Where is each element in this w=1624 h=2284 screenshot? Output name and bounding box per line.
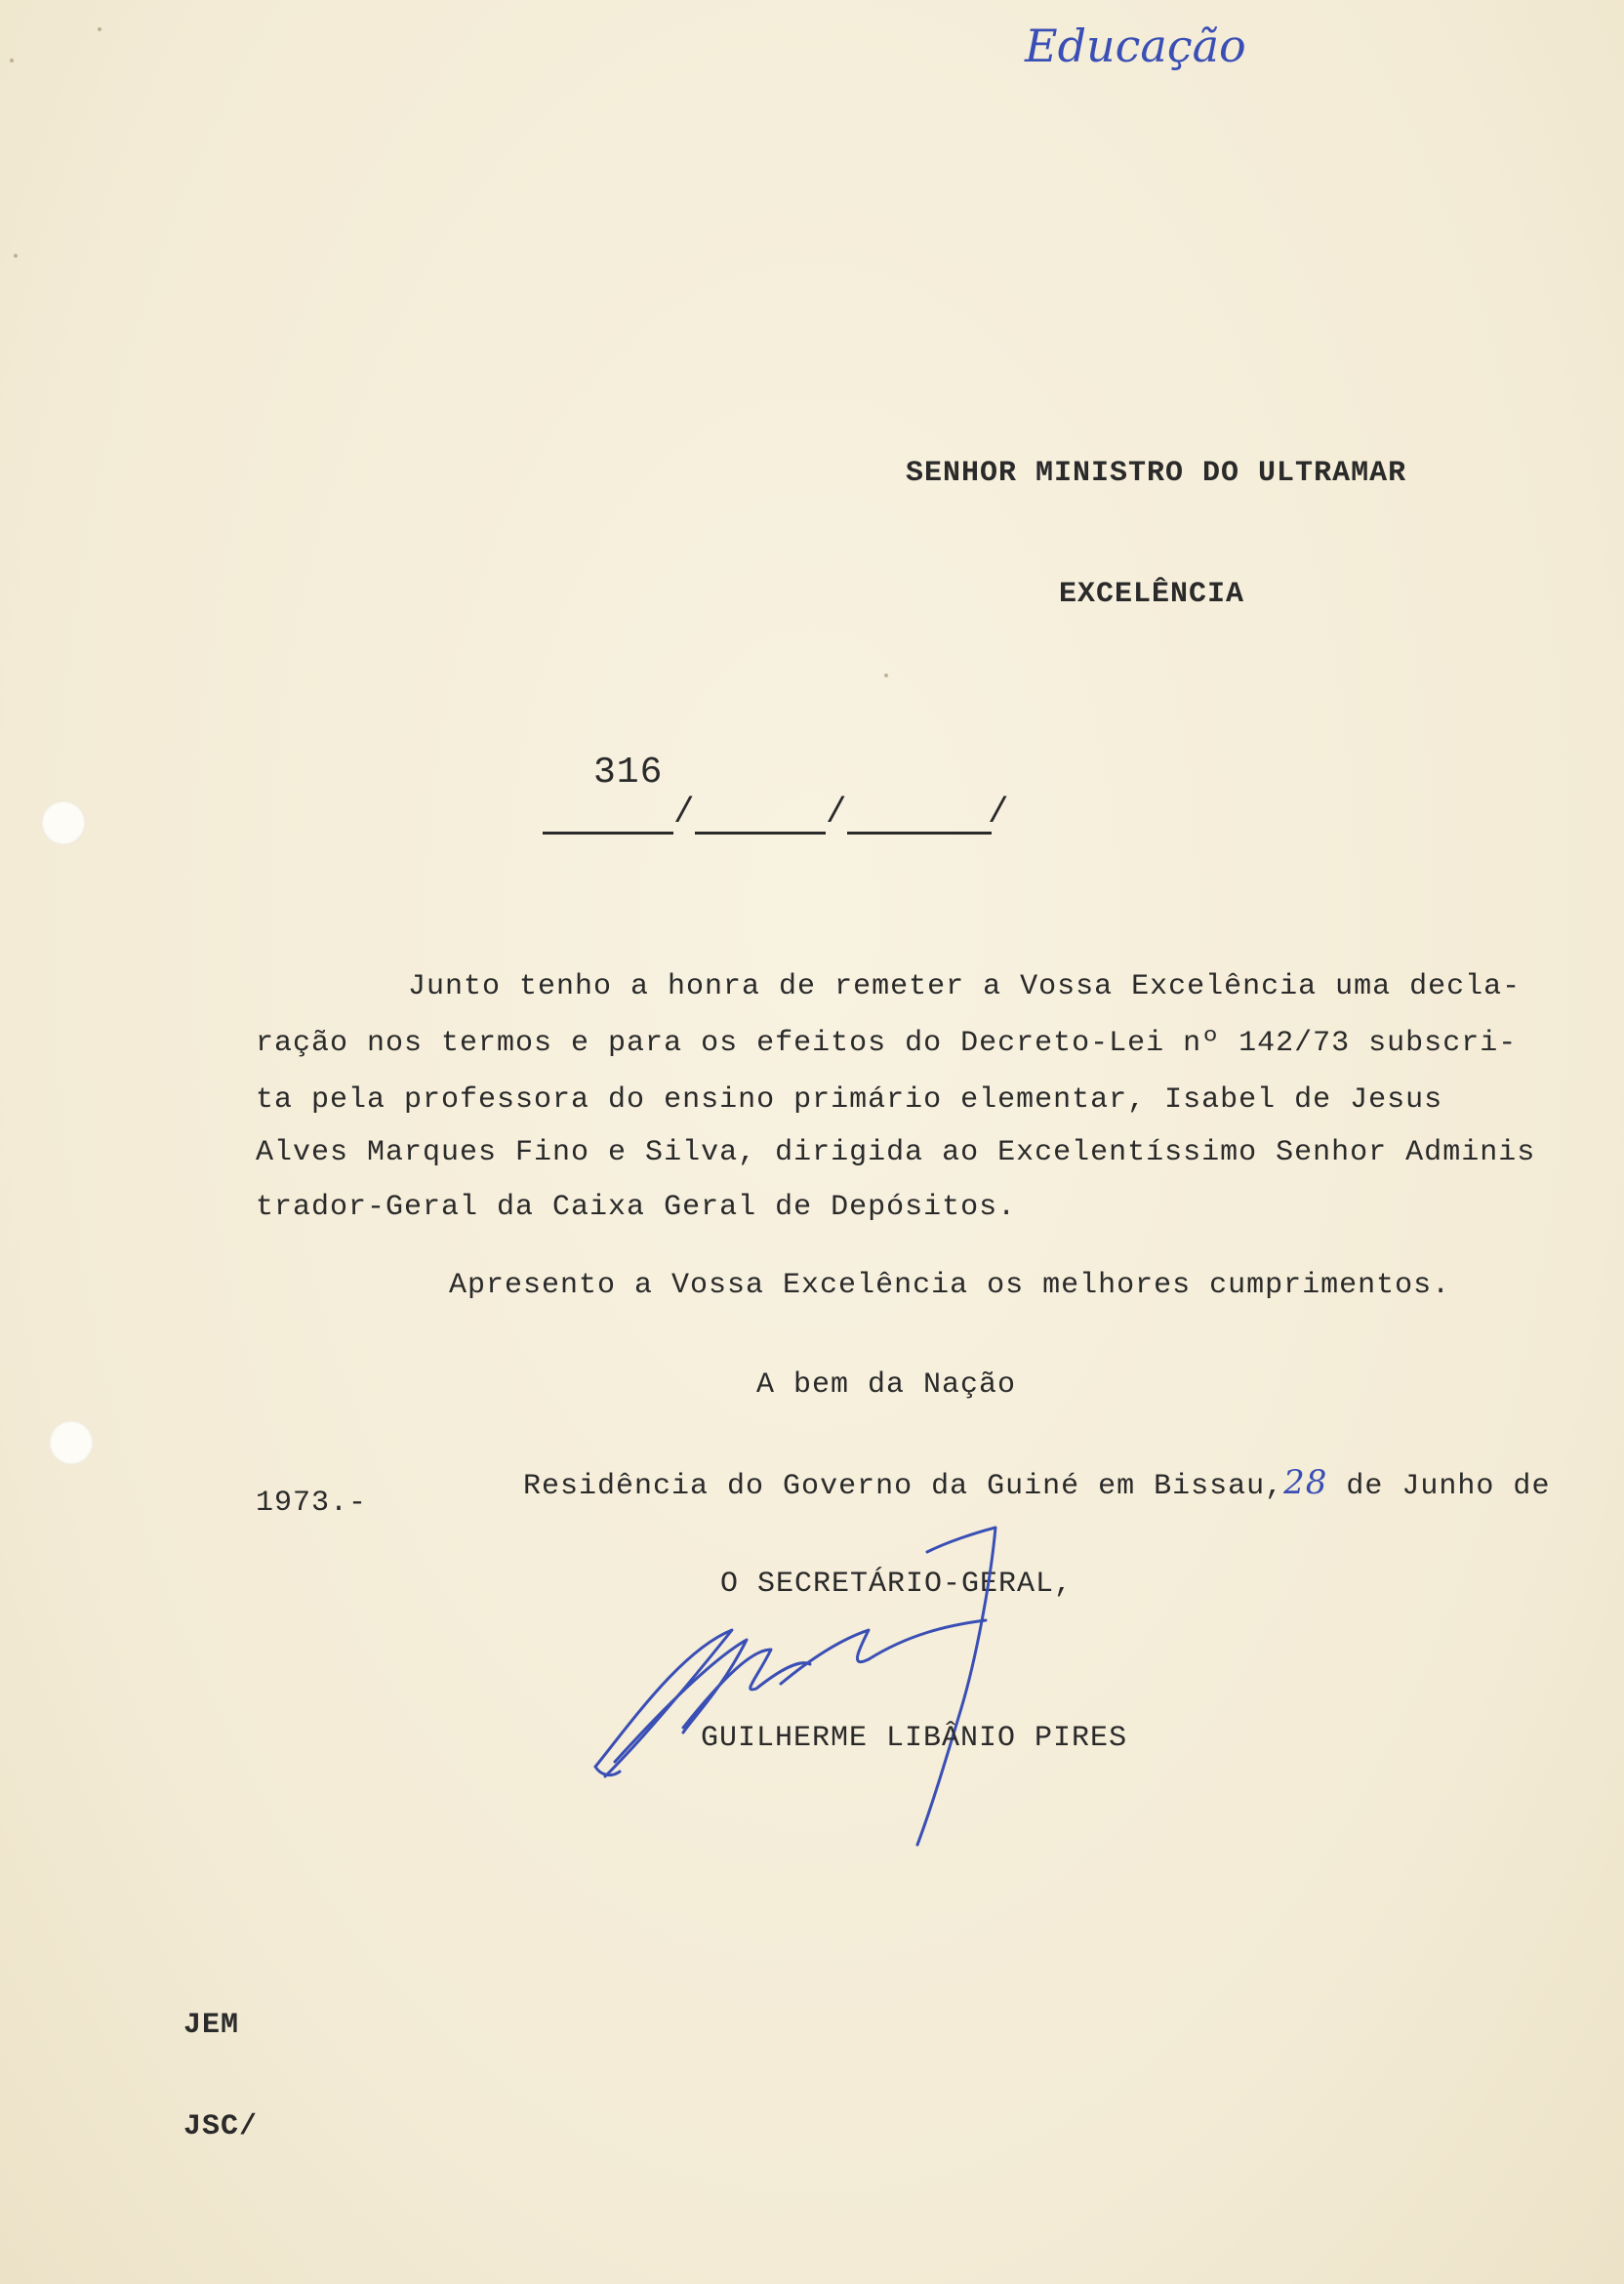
addressee: SENHOR MINISTRO DO ULTRAMAR — [906, 457, 1407, 490]
punch-hole-bottom — [49, 1420, 94, 1465]
reference-separator: / — [826, 793, 847, 833]
body-line: ta pela professora do ensino primário elementar, Isabel de Jesus — [256, 1083, 1443, 1117]
salutation: EXCELÊNCIA — [1059, 578, 1245, 611]
handwritten-day: 28 — [1283, 1463, 1328, 1502]
signer-title: O SECRETÁRIO-GERAL, — [720, 1568, 1074, 1601]
year: 1973.- — [256, 1487, 368, 1520]
motto: A bem da Nação — [756, 1368, 1017, 1402]
initials-jem: JEM — [183, 2009, 240, 2042]
place-date-line — [449, 1430, 1550, 1536]
reference-number: 316 — [593, 752, 664, 794]
closing-line: Apresento a Vossa Excelência os melhores cumprimentos. — [449, 1269, 1451, 1302]
handwritten-header: Educação — [1025, 20, 1246, 72]
body-line: Alves Marques Fino e Silva, dirigida ao Excelentíssimo Senhor Adminis — [256, 1136, 1536, 1169]
body-line: trador-Geral da Caixa Geral de Depósitos. — [256, 1191, 1017, 1224]
paper-speck — [10, 59, 14, 62]
reference-field-part-3 — [847, 832, 992, 835]
reference-field-part-2 — [695, 832, 826, 835]
initials-jsc: JSC/ — [183, 2110, 259, 2143]
place-line-start: Residência do Governo da Guiné em Bissau, — [523, 1470, 1284, 1503]
handwritten-signature — [576, 1523, 1161, 1874]
body-line: Junto tenho a honra de remeter a Vossa Excelência uma decla- — [408, 970, 1522, 1003]
signer-name: GUILHERME LIBÂNIO PIRES — [701, 1722, 1128, 1755]
reference-field-part-1 — [543, 832, 673, 835]
reference-separator: / — [673, 793, 695, 833]
reference-separator: / — [988, 793, 1009, 833]
paper-speck — [14, 254, 18, 258]
place-line-end: de Junho de — [1327, 1470, 1551, 1503]
paper-speck — [884, 673, 888, 677]
body-line: ração nos termos e para os efeitos do Decreto-Lei nº 142/73 subscri- — [256, 1027, 1518, 1060]
paper-speck — [98, 27, 102, 31]
punch-hole-top — [41, 800, 86, 845]
